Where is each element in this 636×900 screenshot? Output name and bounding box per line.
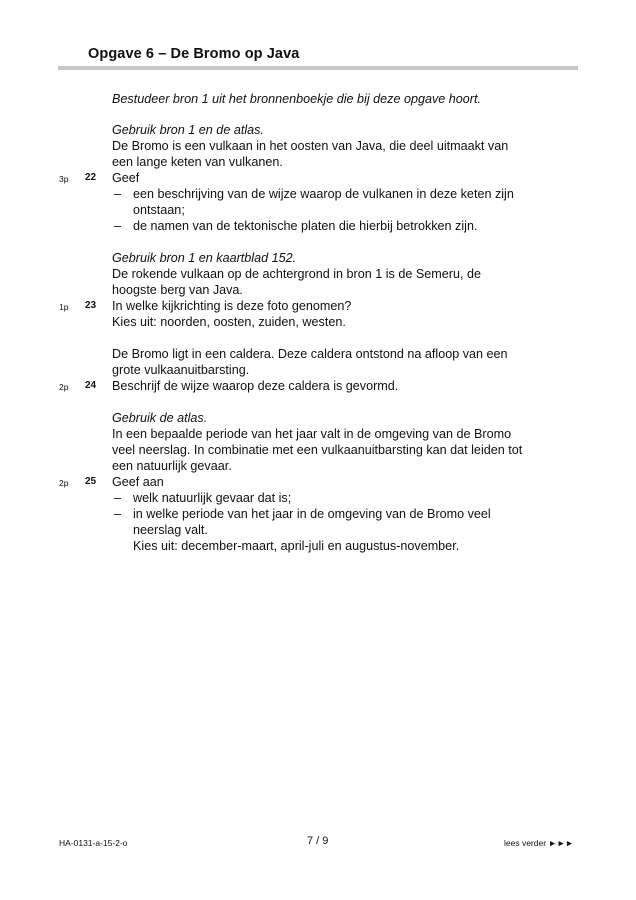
q23-instruction: Gebruik bron 1 en kaartblad 152. xyxy=(112,251,297,265)
q25-context-line: een natuurlijk gevaar. xyxy=(112,459,232,473)
bullet-dash: – xyxy=(114,187,122,201)
q22-instruction: Gebruik bron 1 en de atlas. xyxy=(112,123,264,137)
q25-context-line: veel neerslag. In combinatie met een vulkaanuitbarsting kan dat leiden tot xyxy=(112,443,523,457)
q23-prompt: In welke kijkrichting is deze foto genomen? xyxy=(112,299,352,313)
q25-prompt: Geef aan xyxy=(112,475,164,489)
bullet-dash: – xyxy=(114,507,122,521)
q23-choice: Kies uit: noorden, oosten, zuiden, westen. xyxy=(112,315,346,329)
q23-context-line: De rokende vulkaan op de achtergrond in bron 1 is de Semeru, de xyxy=(112,267,481,281)
q25-item-line: welk natuurlijk gevaar dat is; xyxy=(133,491,292,505)
q24-prompt: Beschrijf de wijze waarop deze caldera is gevormd. xyxy=(112,379,399,393)
q22-points: 3p xyxy=(59,174,69,184)
bullet-dash: – xyxy=(114,219,122,233)
exam-code: HA-0131-a-15-2-o xyxy=(59,838,128,848)
q25-item-line: in welke periode van het jaar in de omgeving van de Bromo veel xyxy=(133,507,491,521)
q24-context-line: grote vulkaanuitbarsting. xyxy=(112,363,250,377)
q22-context-line: De Bromo is een vulkaan in het oosten van Java, die deel uitmaakt van xyxy=(112,139,509,153)
q24-number: 24 xyxy=(85,380,97,391)
q25-context-line: In een bepaalde periode van het jaar valt in de omgeving van de Bromo xyxy=(112,427,512,441)
q24-context-line: De Bromo ligt in een caldera. Deze caldera ontstond na afloop van een xyxy=(112,347,508,361)
q25-points: 2p xyxy=(59,478,69,488)
page-number: 7 / 9 xyxy=(307,835,329,847)
intro-instruction: Bestudeer bron 1 uit het bronnenboekje die bij deze opgave hoort. xyxy=(112,92,481,106)
q25-number: 25 xyxy=(85,476,97,487)
title-divider xyxy=(58,66,578,70)
continue-label: lees verder ►►► xyxy=(504,838,574,848)
q25-item-line: Kies uit: december-maart, april-juli en augustus-november. xyxy=(133,539,460,553)
q25-instruction: Gebruik de atlas. xyxy=(112,411,208,425)
page-title: Opgave 6 – De Bromo op Java xyxy=(88,46,300,62)
q24-points: 2p xyxy=(59,382,69,392)
q22-item-line: de namen van de tektonische platen die hierbij betrokken zijn. xyxy=(133,219,478,233)
q25-item-line: neerslag valt. xyxy=(133,523,208,537)
q22-prompt: Geef xyxy=(112,171,140,185)
bullet-dash: – xyxy=(114,491,122,505)
q22-item-line: een beschrijving van de wijze waarop de vulkanen in deze keten zijn xyxy=(133,187,514,201)
q22-number: 22 xyxy=(85,172,97,183)
q22-context-line: een lange keten van vulkanen. xyxy=(112,155,283,169)
q23-number: 23 xyxy=(85,300,97,311)
q23-points: 1p xyxy=(59,302,69,312)
q23-context-line: hoogste berg van Java. xyxy=(112,283,243,297)
q22-item-line: ontstaan; xyxy=(133,203,185,217)
